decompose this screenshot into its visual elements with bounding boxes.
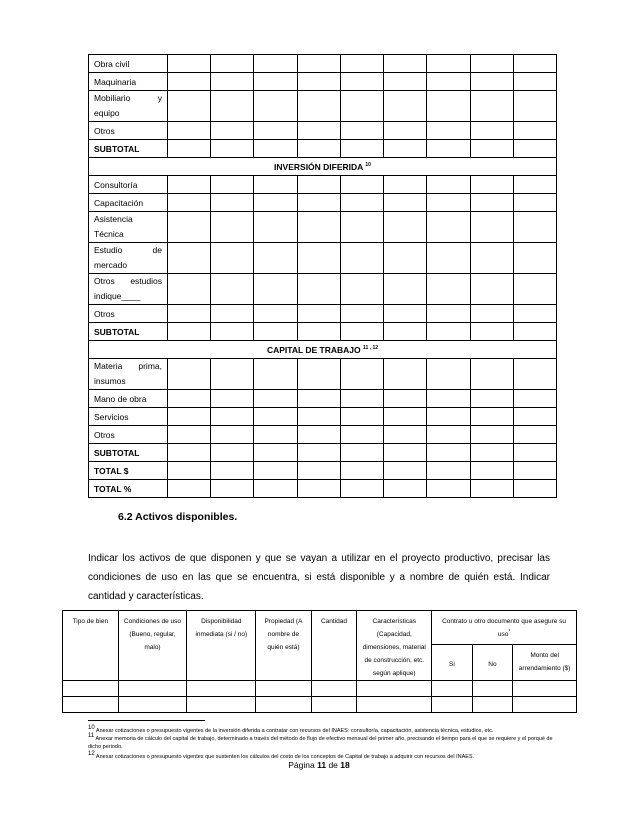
table-cell bbox=[168, 462, 211, 480]
table-cell bbox=[357, 681, 432, 697]
row-label: Mobiliario y equipo bbox=[89, 91, 168, 122]
table-cell bbox=[470, 390, 513, 408]
table-cell bbox=[297, 323, 340, 341]
row-label: TOTAL $ bbox=[89, 462, 168, 480]
table-cell bbox=[297, 140, 340, 158]
table-cell bbox=[254, 444, 297, 462]
table-cell bbox=[427, 176, 470, 194]
table-cell bbox=[513, 480, 556, 498]
table-cell bbox=[168, 55, 211, 73]
table-cell bbox=[384, 243, 427, 274]
table-cell bbox=[187, 681, 256, 697]
table-cell bbox=[470, 408, 513, 426]
table-cell bbox=[297, 176, 340, 194]
table-cell bbox=[297, 243, 340, 274]
table-cell bbox=[470, 444, 513, 462]
table-cell bbox=[168, 305, 211, 323]
row-label: Obra civil bbox=[89, 55, 168, 73]
table-cell bbox=[427, 426, 470, 444]
table-cell bbox=[168, 444, 211, 462]
table-cell bbox=[470, 426, 513, 444]
table-cell bbox=[340, 323, 383, 341]
table-cell bbox=[254, 408, 297, 426]
table-cell bbox=[254, 194, 297, 212]
table-cell bbox=[427, 444, 470, 462]
table-cell bbox=[470, 91, 513, 122]
table-cell bbox=[211, 462, 254, 480]
table-row bbox=[89, 194, 557, 212]
row-label: Mano de obra bbox=[89, 390, 168, 408]
table-cell bbox=[311, 681, 357, 697]
table-cell bbox=[470, 462, 513, 480]
table-cell bbox=[254, 140, 297, 158]
table-cell bbox=[427, 91, 470, 122]
footnote-11 bbox=[88, 735, 558, 751]
table-cell bbox=[168, 274, 211, 305]
table-cell bbox=[256, 697, 311, 713]
table-row bbox=[89, 480, 557, 498]
table-cell bbox=[118, 681, 187, 697]
page-prefix: Página bbox=[288, 760, 315, 770]
table-cell bbox=[254, 462, 297, 480]
header-si: Si bbox=[432, 644, 472, 680]
header-no: No bbox=[472, 644, 513, 680]
table-cell bbox=[427, 323, 470, 341]
table-cell bbox=[427, 408, 470, 426]
row-label: Estudio de mercado bbox=[89, 243, 168, 274]
table-cell bbox=[427, 243, 470, 274]
table-cell bbox=[470, 194, 513, 212]
table-cell bbox=[168, 390, 211, 408]
table-row bbox=[89, 274, 557, 305]
table-cell bbox=[470, 305, 513, 323]
row-label: Asistencia Técnica bbox=[89, 212, 168, 243]
table-cell bbox=[340, 305, 383, 323]
table-cell bbox=[168, 212, 211, 243]
table-cell bbox=[340, 176, 383, 194]
table-cell bbox=[384, 462, 427, 480]
table-cell bbox=[340, 426, 383, 444]
row-label: Otros bbox=[89, 122, 168, 140]
section-paragraph: Indicar los activos de que disponen y que se vayan a utilizar en el proyecto productivo, precisar las condiciones de uso en las que se encuentra, si está disponible y a nombre de quién está. Indicar cantidad y características. bbox=[88, 553, 550, 602]
table-row bbox=[89, 444, 557, 462]
header-condiciones: Condiciones de uso (Bueno, regular, malo) bbox=[118, 611, 187, 681]
page-current: 11 bbox=[317, 760, 327, 770]
table-cell bbox=[513, 73, 556, 91]
table-cell bbox=[211, 274, 254, 305]
table-cell bbox=[384, 444, 427, 462]
table-row bbox=[89, 212, 557, 243]
page-mid: de bbox=[328, 760, 338, 770]
assets-table bbox=[62, 610, 577, 713]
table-cell bbox=[432, 681, 472, 697]
table-cell bbox=[340, 390, 383, 408]
table-cell bbox=[432, 697, 472, 713]
table-cell bbox=[470, 323, 513, 341]
table-cell bbox=[384, 91, 427, 122]
table-cell bbox=[427, 274, 470, 305]
table-cell bbox=[340, 274, 383, 305]
table-cell bbox=[297, 359, 340, 390]
table-cell bbox=[168, 176, 211, 194]
header-cantidad: Cantidad bbox=[311, 611, 357, 681]
table-row bbox=[89, 122, 557, 140]
table-cell bbox=[297, 55, 340, 73]
table-cell bbox=[513, 274, 556, 305]
table-cell bbox=[513, 91, 556, 122]
table-cell bbox=[470, 359, 513, 390]
row-label: Otros bbox=[89, 305, 168, 323]
table-cell bbox=[340, 359, 383, 390]
table-cell bbox=[513, 681, 577, 697]
table-cell bbox=[340, 122, 383, 140]
table-cell bbox=[254, 390, 297, 408]
table-cell bbox=[168, 243, 211, 274]
table-cell bbox=[384, 274, 427, 305]
table-cell bbox=[168, 408, 211, 426]
table-cell bbox=[168, 140, 211, 158]
section-inversion-diferida-footnote-ref: 10 bbox=[365, 161, 371, 168]
table-cell bbox=[427, 305, 470, 323]
table-cell bbox=[513, 359, 556, 390]
header-contrato bbox=[432, 611, 577, 645]
table-cell bbox=[211, 176, 254, 194]
table-cell bbox=[254, 55, 297, 73]
row-label: Otros estudios indique____ bbox=[89, 274, 168, 305]
table-cell bbox=[513, 140, 556, 158]
table-cell bbox=[211, 408, 254, 426]
table-cell bbox=[427, 359, 470, 390]
footnote-11-text: Anexar memoria de cálculo del capital de trabajo, determinado a través del método de flujo de efectivo mensual del primer año, precisando el tiempo para el que se requiere y el porqué de dicho periodo. bbox=[88, 736, 553, 750]
table-cell bbox=[427, 462, 470, 480]
table-cell bbox=[384, 55, 427, 73]
table-cell bbox=[513, 176, 556, 194]
table-cell bbox=[384, 194, 427, 212]
table-cell bbox=[340, 462, 383, 480]
table-row bbox=[89, 408, 557, 426]
header-disponibilidad: Disponibilidad inmediata (si / no) bbox=[187, 611, 256, 681]
table-cell bbox=[427, 122, 470, 140]
header-propiedad: Propiedad (A nombre de quién está) bbox=[256, 611, 311, 681]
section-inversion-diferida-title: INVERSIÓN DIFERIDA bbox=[274, 161, 363, 172]
table-cell bbox=[168, 73, 211, 91]
row-label: Materia prima, insumos bbox=[89, 359, 168, 390]
table-cell bbox=[513, 444, 556, 462]
table-cell bbox=[513, 408, 556, 426]
table-cell bbox=[340, 73, 383, 91]
table-cell bbox=[187, 697, 256, 713]
table-row bbox=[89, 140, 557, 158]
section-capital-trabajo bbox=[89, 341, 557, 359]
table-cell bbox=[384, 426, 427, 444]
table-cell bbox=[340, 480, 383, 498]
table-cell bbox=[254, 73, 297, 91]
table-cell bbox=[384, 390, 427, 408]
table-cell bbox=[254, 212, 297, 243]
table-row bbox=[89, 243, 557, 274]
table-cell bbox=[211, 55, 254, 73]
section-inversion-diferida-row bbox=[89, 158, 557, 176]
footnote-rule bbox=[88, 720, 205, 721]
table-cell bbox=[470, 140, 513, 158]
table-cell bbox=[427, 390, 470, 408]
table-cell bbox=[340, 140, 383, 158]
table-cell bbox=[470, 480, 513, 498]
table-cell bbox=[470, 274, 513, 305]
table-cell bbox=[472, 681, 513, 697]
row-label: Otros bbox=[89, 426, 168, 444]
row-label: SUBTOTAL bbox=[89, 140, 168, 158]
table-row bbox=[89, 73, 557, 91]
table-cell bbox=[384, 408, 427, 426]
table-cell bbox=[470, 212, 513, 243]
table-cell bbox=[427, 55, 470, 73]
table-cell bbox=[513, 426, 556, 444]
table-cell bbox=[254, 426, 297, 444]
table-cell bbox=[513, 390, 556, 408]
table-cell bbox=[513, 323, 556, 341]
table-cell bbox=[427, 480, 470, 498]
row-label: SUBTOTAL bbox=[89, 444, 168, 462]
table-cell bbox=[357, 697, 432, 713]
table-cell bbox=[340, 91, 383, 122]
table-row bbox=[89, 323, 557, 341]
table-cell bbox=[168, 122, 211, 140]
table-cell bbox=[211, 194, 254, 212]
section-heading: 6.2 Activos disponibles. bbox=[118, 511, 238, 523]
table-cell bbox=[254, 243, 297, 274]
assets-header-row bbox=[63, 611, 577, 645]
table-cell bbox=[254, 359, 297, 390]
table-cell bbox=[256, 681, 311, 697]
header-contrato-sup: * bbox=[508, 628, 511, 635]
footnote-10 bbox=[88, 727, 558, 735]
table-cell bbox=[513, 697, 577, 713]
section-capital-trabajo-row bbox=[89, 341, 557, 359]
table-row bbox=[63, 681, 577, 697]
table-cell bbox=[297, 408, 340, 426]
table-cell bbox=[168, 194, 211, 212]
table-cell bbox=[513, 243, 556, 274]
table-cell bbox=[472, 697, 513, 713]
table-cell bbox=[297, 390, 340, 408]
table-cell bbox=[340, 444, 383, 462]
table-cell bbox=[118, 697, 187, 713]
table-cell bbox=[211, 243, 254, 274]
table-row bbox=[63, 697, 577, 713]
row-label: TOTAL % bbox=[89, 480, 168, 498]
table-cell bbox=[254, 305, 297, 323]
table-row bbox=[89, 305, 557, 323]
table-cell bbox=[384, 176, 427, 194]
table-cell bbox=[211, 305, 254, 323]
table-cell bbox=[297, 212, 340, 243]
table-cell bbox=[384, 122, 427, 140]
table-cell bbox=[297, 426, 340, 444]
table-row bbox=[89, 91, 557, 122]
table-cell bbox=[513, 462, 556, 480]
table-cell bbox=[254, 91, 297, 122]
table-cell bbox=[297, 462, 340, 480]
table-row bbox=[89, 55, 557, 73]
table-cell bbox=[427, 140, 470, 158]
table-cell bbox=[211, 122, 254, 140]
table-cell bbox=[340, 212, 383, 243]
table-cell bbox=[470, 176, 513, 194]
table-cell bbox=[297, 444, 340, 462]
page-total: 18 bbox=[340, 760, 350, 770]
table-cell bbox=[297, 274, 340, 305]
table-row bbox=[89, 390, 557, 408]
row-label: Servicios bbox=[89, 408, 168, 426]
table-cell bbox=[384, 480, 427, 498]
table-cell bbox=[297, 122, 340, 140]
table-cell bbox=[168, 426, 211, 444]
row-label: Consultoría bbox=[89, 176, 168, 194]
footnote-10-text: Anexar cotizaciones o presupuesto vigentes de la inversión diferida a contratar con recursos del INAES: consultoría, capacitación, asistencia técnica, estudios, etc. bbox=[95, 728, 494, 734]
row-label: Maquinaria bbox=[89, 73, 168, 91]
table-cell bbox=[340, 243, 383, 274]
header-monto: Monto del arrendamiento ($) bbox=[513, 644, 577, 680]
table-row bbox=[89, 426, 557, 444]
table-cell bbox=[254, 480, 297, 498]
table-cell bbox=[254, 122, 297, 140]
investment-table bbox=[88, 54, 557, 498]
table-cell bbox=[254, 274, 297, 305]
table-cell bbox=[168, 480, 211, 498]
table-cell bbox=[340, 408, 383, 426]
table-cell bbox=[384, 140, 427, 158]
table-row bbox=[89, 176, 557, 194]
table-cell bbox=[470, 73, 513, 91]
table-cell bbox=[297, 480, 340, 498]
section-capital-trabajo-footnote-ref: 11 , 12 bbox=[363, 344, 379, 351]
table-cell bbox=[211, 91, 254, 122]
header-tipo: Tipo de bien bbox=[63, 611, 119, 681]
table-cell bbox=[211, 73, 254, 91]
page-number bbox=[0, 760, 638, 770]
table-cell bbox=[211, 140, 254, 158]
table-cell bbox=[211, 426, 254, 444]
header-caracteristicas: Características (Capacidad, dimensiones, material de construcción, etc. según aplique) bbox=[357, 611, 432, 681]
table-cell bbox=[168, 359, 211, 390]
footnote-12-text: Anexar cotizaciones o presupuesto vigentes que sustenten los cálculos del costo de los conceptos de Capital de trabajo a adquirir con recursos del INAES. bbox=[95, 754, 475, 760]
table-cell bbox=[384, 73, 427, 91]
table-cell bbox=[513, 212, 556, 243]
table-row bbox=[89, 359, 557, 390]
table-cell bbox=[427, 212, 470, 243]
footnote-12-num: 12 bbox=[88, 751, 95, 758]
table-cell bbox=[211, 444, 254, 462]
header-contrato-text: Contrato u otro documento que asegure su uso bbox=[442, 618, 567, 638]
table-cell bbox=[63, 681, 119, 697]
row-label: SUBTOTAL bbox=[89, 323, 168, 341]
table-cell bbox=[340, 55, 383, 73]
table-cell bbox=[211, 359, 254, 390]
table-cell bbox=[297, 305, 340, 323]
table-cell bbox=[297, 194, 340, 212]
table-cell bbox=[254, 323, 297, 341]
table-row bbox=[89, 462, 557, 480]
table-cell bbox=[427, 194, 470, 212]
footnote-11-num: 11 bbox=[88, 733, 95, 740]
table-cell bbox=[211, 323, 254, 341]
footnote-10-num: 10 bbox=[88, 725, 95, 732]
table-cell bbox=[513, 194, 556, 212]
table-cell bbox=[311, 697, 357, 713]
table-cell bbox=[470, 243, 513, 274]
table-cell bbox=[297, 91, 340, 122]
table-cell bbox=[384, 212, 427, 243]
table-cell bbox=[384, 305, 427, 323]
table-cell bbox=[470, 55, 513, 73]
table-cell bbox=[384, 359, 427, 390]
table-cell bbox=[211, 212, 254, 243]
table-cell bbox=[513, 305, 556, 323]
table-cell bbox=[63, 697, 119, 713]
table-cell bbox=[470, 122, 513, 140]
table-cell bbox=[211, 480, 254, 498]
section-capital-trabajo-title: CAPITAL DE TRABAJO bbox=[266, 344, 361, 355]
table-cell bbox=[384, 323, 427, 341]
table-cell bbox=[211, 390, 254, 408]
table-cell bbox=[427, 73, 470, 91]
table-cell bbox=[254, 176, 297, 194]
table-cell bbox=[340, 194, 383, 212]
table-cell bbox=[513, 122, 556, 140]
section-inversion-diferida bbox=[89, 158, 557, 176]
table-cell bbox=[297, 73, 340, 91]
row-label: Capacitación bbox=[89, 194, 168, 212]
table-cell bbox=[513, 55, 556, 73]
table-cell bbox=[168, 323, 211, 341]
table-cell bbox=[168, 91, 211, 122]
